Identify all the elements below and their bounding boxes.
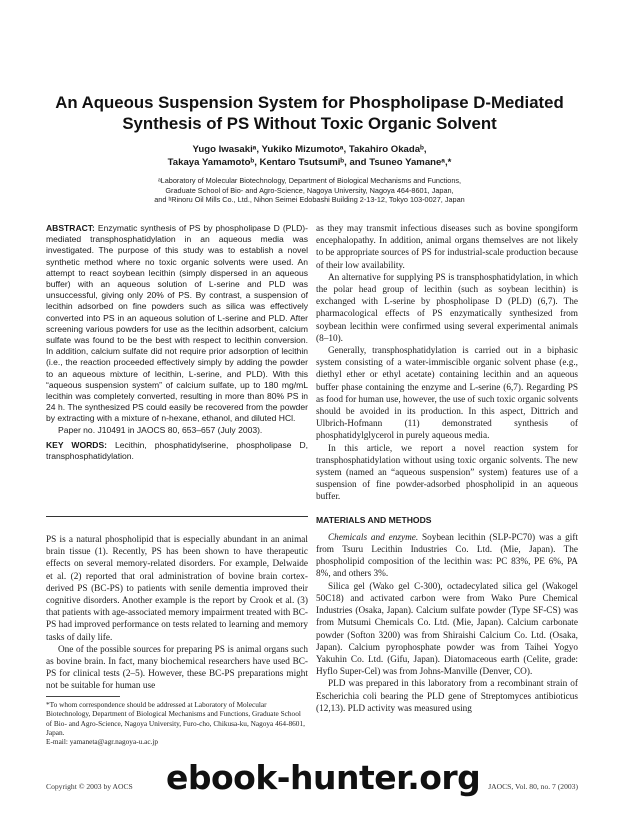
section-heading: MATERIALS AND METHODS xyxy=(316,514,432,525)
methods-subheading: Chemicals and enzyme. xyxy=(328,532,419,543)
keywords-label: KEY WORDS: xyxy=(46,439,107,450)
methods-paragraph-1-text: Soybean lecithin (SLP-PC70) was a gift from Tsuru Lecithin Industries Co. Ltd. (Mie, Japan). The phospholipid composition of the lecithin was: PC 83%, PE 6%, PA 8%, and others 3%. xyxy=(316,532,578,580)
abstract-bottom-rule xyxy=(46,516,308,517)
affiliation-line-3: and ᵇRinoru Oil Mills Co., Ltd., Nihon Seimei Edobashi Building 2-13-12, Tokyo 103-0027, Japan xyxy=(154,195,465,205)
body-paragraph-2: An alternative for supplying PS is transphosphatidylation, in which the polar head group of lecithin (such as soybean lecithin) is exchanged with L-serine by phospholipase D (PLD) (6,7). The pharmacological effects of PS enzymatically synthesized from soybean lecithin were confirmed using several experimental animals (8–10). xyxy=(316,272,578,344)
intro-paragraph-2: One of the possible sources for preparing PS is animal organs such as bovine brain. In fact, many biochemical researchers have used BC-PS for clinical tests (2–5). However, these BC-PS preparations might not be suitable for human use xyxy=(46,644,308,692)
footnote-rule xyxy=(46,696,120,697)
keywords xyxy=(46,440,308,462)
paper-title xyxy=(40,92,579,134)
journal-issue: JAOCS, Vol. 80, no. 7 (2003) xyxy=(488,782,578,791)
affiliation-line-2: Graduate School of Bio- and Agro-Science, Nagoya University, Nagoya 464-8601, Japan, xyxy=(165,185,454,195)
keywords-text: Lecithin, phosphatidylserine, phospholipase D, transphosphatidylation. xyxy=(46,439,309,462)
authors-line-1: Yugo Iwasakiᵃ, Yukiko Mizumotoᵃ, Takahiro Okadaᵇ, xyxy=(192,144,427,155)
abstract-text: Enzymatic synthesis of PS by phospholipase D (PLD)-mediated transphosphatidylation in an aqueous media was investigated. The purpose of this study was to establish a novel synthetic method where no toxic organic solvents were used. An attempt to react soybean lecithin (simply dispersed in an aqueous buffer) with an aqueous solution of L-serine and PLD was unsuccessful, giving only 20% of PS. By contrast, a suspension of lecithin adsorbed on fine powders such as silica was effectively converted into PS in an aqueous solution of L-serine and PLD. After screening various powders for use as the lecithin adsorbent, calcium sulfate was found to be the best with respect to lecithin conversion. In addition, calcium sulfate did not require prior adsorption of lecithin (i.e., the reaction proceeded effectively simply by adding the powder to an aqueous mixture of lecithin, L-serine, and PLD). With this “aqueous suspension system” of calcium sulfate, up to 180 mg/mL lecithin was completely converted, resulting in more than 80% PS in 24 h. The synthesized PS could easily be recovered from the powder by extracting with a mixture of n-hexane, ethanol, and diluted HCl. xyxy=(46,223,308,424)
body-paragraph-4: In this article, we report a novel reaction system for transphosphatidylation without using toxic organic solvents. The new system (named an “aqueous suspension” system) features use of a suspension of fine powder-adsorbed phospholipid in an aqueous buffer. xyxy=(316,443,578,503)
intro-column xyxy=(46,534,308,693)
abstract xyxy=(46,223,308,425)
methods-paragraph-3: PLD was prepared in this laboratory from a recombinant strain of Escherichia coli bearing the PLD gene of Streptomyces antibioticus (12,13). PLD activity was measured using xyxy=(316,679,578,714)
abstract-label: ABSTRACT: xyxy=(46,223,95,233)
affiliation-line-1: ᵃLaboratory of Molecular Biotechnology, Department of Biological Mechanisms and Functions, xyxy=(157,176,462,185)
footnote-text: *To whom correspondence should be addressed at Laboratory of Molecular Biotechnology, Department of Biological Mechanisms and Functions, Graduate School of Bio- and Agro-Science, Nagoya University, Furo-cho, Chikusa-ku, Nagoya 464-8601, Japan. xyxy=(46,700,305,737)
right-column xyxy=(316,223,578,715)
watermark-logo: ebook-hunter.org xyxy=(166,758,481,797)
authors-line-2: Takaya Yamamotoᵇ, Kentaro Tsutsumiᵇ, and Tsuneo Yamaneᵃ,* xyxy=(167,156,452,168)
body-paragraph-3: Generally, transphosphatidylation is carried out in a biphasic system consisting of a water-immiscible organic solvent phase (e.g., diethyl ether or ethyl acetate) containing lecithin and an aqueous buffer phase containing the enzyme and L-serine (6,7). Regarding PS as food for human use, however, the use of such toxic organic solvents should be avoided in its production. In this aspect, Dittrich and Ulbrich-Hofmann (11) demonstrated synthesis of phosphatidylglycerol in purely aqueous media. xyxy=(316,346,578,442)
title-line-1: An Aqueous Suspension System for Phospholipase D-Mediated xyxy=(55,93,564,112)
abstract-column xyxy=(46,223,308,462)
authors xyxy=(40,144,579,169)
intro-paragraph-1: PS is a natural phospholipid that is especially abundant in an animal brain tissue (1). Recently, PS has been shown to have therapeutic effects on several memory-related disorders. For example, Delwaide et al. (2) reported that oral administration of bovine brain cortex-derived PS (BC-PS) to patients with senile dementia improved their cognitive disorders. Another example is the report by Crook et al. (3) that patients with age-associated memory impairment treated with BC-PS had improved performance on tests related to learning and memory tasks of daily life. xyxy=(46,535,309,643)
correspondence-footnote xyxy=(46,700,308,746)
title-line-2: Synthesis of PS Without Toxic Organic Solvent xyxy=(122,114,497,133)
footnote-email: E-mail: yamaneta@agr.nagoya-u.ac.jp xyxy=(46,737,159,747)
methods-paragraph-1 xyxy=(316,532,578,581)
body-paragraph-1: as they may transmit infectious diseases such as bovine spongiform encephalopathy. In addition, animal organs themselves are not likely to be appropriate sources of PS for industrial-scale production because of their low availability. xyxy=(316,224,578,271)
methods-paragraph-2: Silica gel (Wako gel C-300), octadecylated silica gel (Wakogel 50C18) and activated carbon were from Wako Pure Chemical Industries (Osaka, Japan). Calcium sulfate powder (Type SF-CS) was from Mutsumi Chemicals Co. Ltd. (Mie, Japan). Calcium carbonate powder (Softon 3200) was from Shiraishi Calcium Co. Ltd. (Osaka, Japan). Calcium pyrophosphate powder was from Taihei Yogyo Yakuhin Co. Ltd. (Gifu, Japan). Diatomaceous earth (Celite, grade: Hyflo Super-Cel) was from Johns-Manville (Denver, CO). xyxy=(316,581,578,678)
affiliations xyxy=(40,176,579,205)
copyright-text: Copyright © 2003 by AOCS xyxy=(46,782,133,791)
paper-number: Paper no. J10491 in JAOCS 80, 653–657 (July 2003). xyxy=(58,424,263,435)
